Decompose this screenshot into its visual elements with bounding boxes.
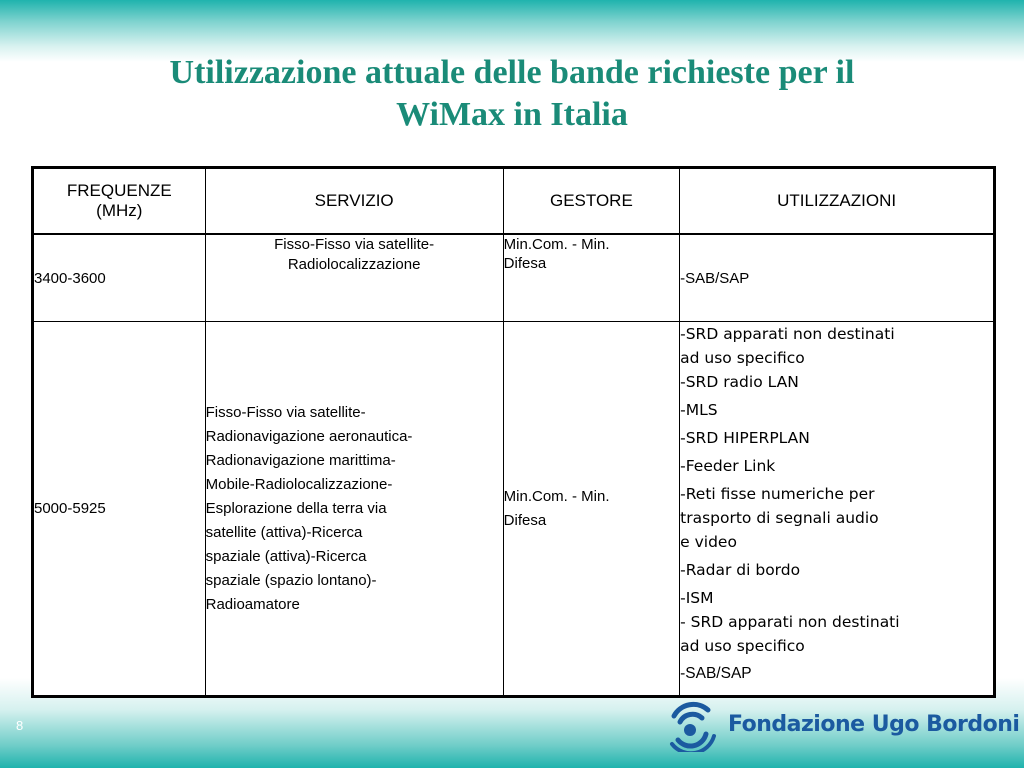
slide-title-line1: Utilizzazione attuale delle bande richieste per il: [169, 54, 855, 91]
logo-text: Fondazione Ugo Bordoni: [728, 712, 1020, 737]
gestore-line: Min.Com. - Min.: [503, 487, 610, 505]
frequency-table: [31, 166, 996, 698]
utilizzazione-line: ad uso specifico: [680, 637, 805, 655]
gestore-cell: [503, 234, 679, 322]
frequency-cell: 3400-3600: [33, 234, 206, 322]
table-header-row: [33, 168, 995, 235]
utilizzazioni-cell: -SAB/SAP: [680, 234, 995, 322]
table-row: [33, 234, 995, 322]
utilizzazione-line: - SRD apparati non destinati: [680, 613, 900, 631]
header-servizio: SERVIZIO: [205, 168, 503, 235]
slide-title: [0, 52, 1024, 136]
gestore-line: Difesa: [503, 255, 547, 272]
utilizzazione-line: e video: [680, 533, 737, 551]
header-frequenze-line1: FREQUENZE: [66, 181, 172, 200]
servizio-line: spaziale (spazio lontano)-: [205, 571, 377, 589]
servizio-line: Radiolocalizzazione: [287, 256, 421, 273]
utilizzazione-line: -SRD radio LAN: [680, 373, 799, 391]
servizio-line: Fisso-Fisso via satellite-: [205, 403, 366, 421]
signal-waves-icon: [668, 700, 724, 752]
utilizzazione-line: ad uso specifico: [680, 349, 805, 367]
servizio-line: Radionavigazione marittima-: [205, 451, 396, 469]
utilizzazione-line: -SRD apparati non destinati: [680, 325, 895, 343]
utilizzazione-line: -Feeder Link: [680, 457, 776, 475]
servizio-line: Radioamatore: [205, 595, 300, 613]
gestore-cell: [503, 322, 679, 697]
header-frequenze: [33, 168, 206, 235]
utilizzazione-line: -Radar di bordo: [680, 561, 801, 579]
utilizzazioni-list: [680, 322, 993, 686]
servizio-cell: [205, 322, 503, 697]
servizio-cell: [205, 234, 503, 322]
servizio-line: Fisso-Fisso via satellite-: [274, 236, 435, 253]
servizio-line: spaziale (attiva)-Ricerca: [205, 547, 367, 565]
slide-title-line2: WiMax in Italia: [396, 96, 628, 133]
header-utilizzazioni: UTILIZZAZIONI: [680, 168, 995, 235]
header-frequenze-line2: (MHz): [96, 201, 143, 220]
gestore-line: Difesa: [503, 511, 547, 529]
utilizzazione-line: -MLS: [680, 401, 718, 419]
servizio-line: Radionavigazione aeronautica-: [205, 427, 413, 445]
servizio-line: Mobile-Radiolocalizzazione-: [205, 475, 393, 493]
utilizzazioni-cell: [680, 322, 995, 697]
header-gestore: GESTORE: [503, 168, 679, 235]
table-row: [33, 322, 995, 697]
frequency-cell: 5000-5925: [33, 322, 206, 697]
fondazione-ugo-bordoni-logo: [668, 700, 1020, 752]
utilizzazione-line: trasporto di segnali audio: [680, 509, 879, 527]
servizio-line: Esplorazione della terra via: [205, 499, 387, 517]
servizio-line: satellite (attiva)-Ricerca: [205, 523, 363, 541]
page-number: 8: [16, 718, 24, 733]
gestore-line: Min.Com. - Min.: [503, 236, 610, 253]
utilizzazione-line: -ISM: [680, 589, 714, 607]
utilizzazione-line: -SAB/SAP: [680, 665, 752, 682]
utilizzazione-line: -SRD HIPERPLAN: [680, 429, 810, 447]
utilizzazione-line: -Reti fisse numeriche per: [680, 485, 875, 503]
